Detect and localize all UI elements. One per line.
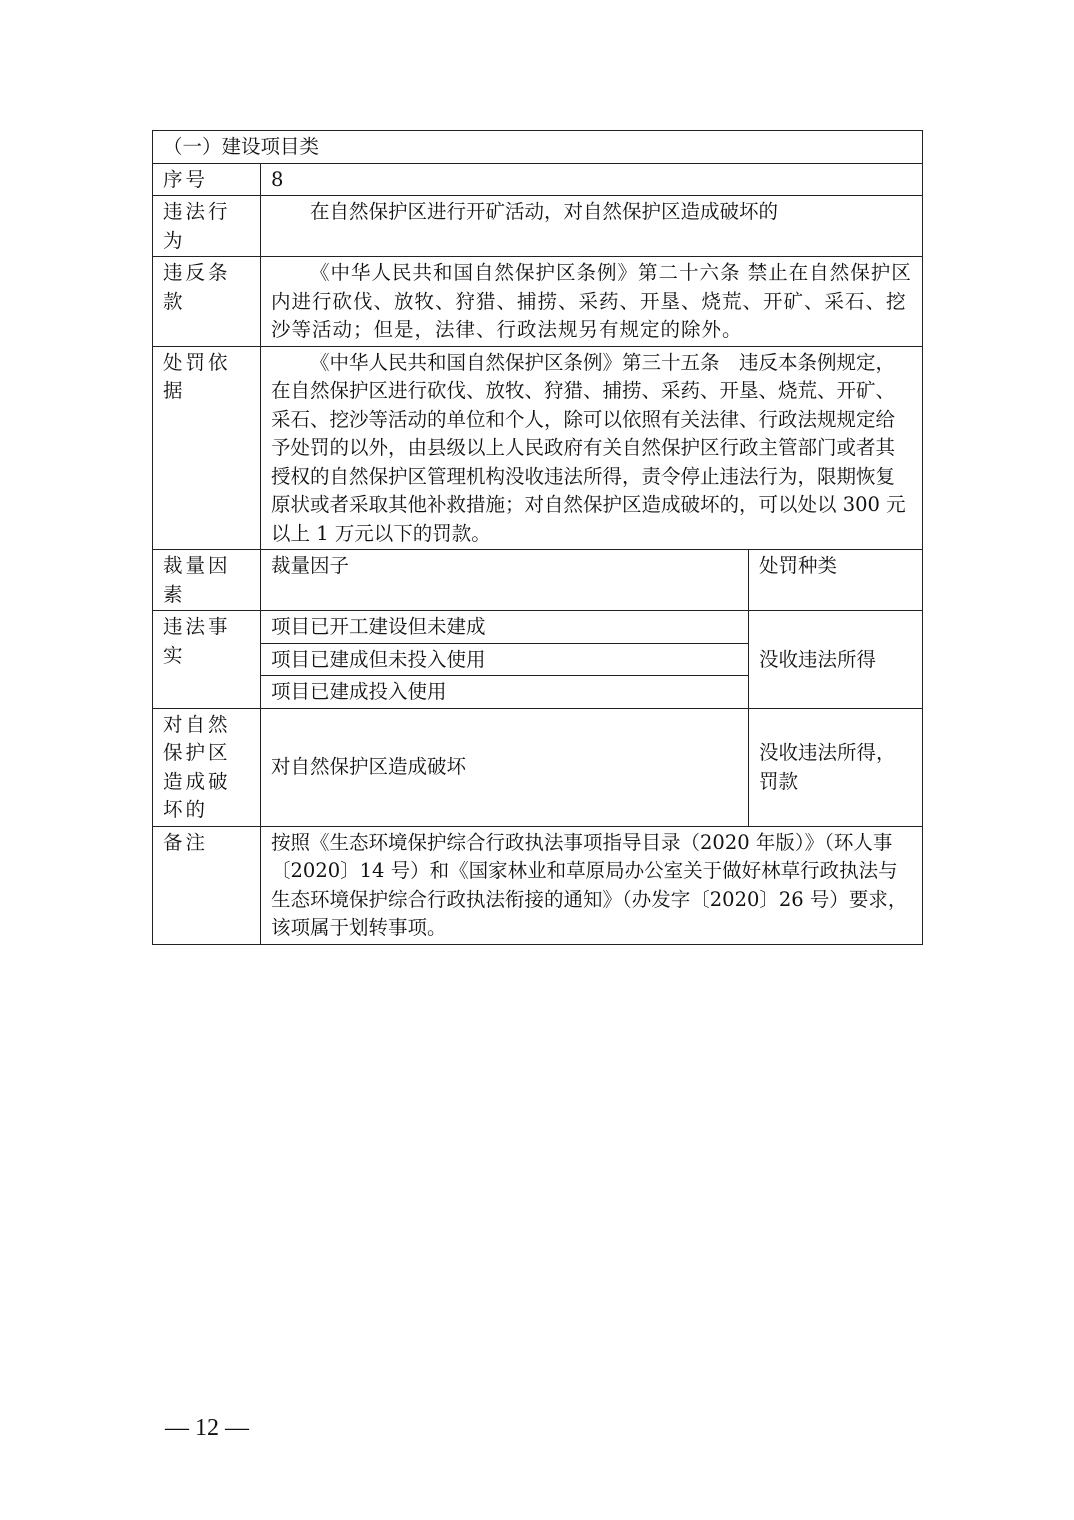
discretion-subfactor: 项目已开工建设但未建成: [261, 611, 749, 644]
section-title-row: [153, 131, 923, 164]
discretion-header-row: [153, 550, 923, 611]
violated-clause-row: [153, 257, 923, 347]
penalty-type-header: 处罚种类: [749, 550, 923, 611]
discretion-factor: 违法事实: [153, 611, 261, 709]
enforcement-item-table: [152, 130, 923, 945]
serial-label: 序号: [153, 163, 261, 196]
penalty-type: 没收违法所得，罚款: [749, 708, 923, 826]
penalty-basis-value: 《中华人民共和国自然保护区条例》第三十五条 违反本条例规定，在自然保护区进行砍伐、放牧、狩猎、捕捞、采药、开垦、烧荒、开矿、采石、挖沙等活动的单位和个人，除可以依照有关法律、行政法规规定给予处罚的以外，由县级以上人民政府有关自然保护区行政主管部门或者其授权的自然保护区管理机构没收违法所得，责令停止违法行为，限期恢复原状或者采取其他补救措施；对自然保护区造成破坏的，可以处以 300 元以上 1 万元以下的罚款。: [261, 346, 923, 550]
remarks-row: [153, 826, 923, 944]
discretion-factor: 对自然保护区造成破坏的: [153, 708, 261, 826]
discretion-subfactor: 项目已建成投入使用: [261, 676, 749, 709]
discretion-row: [153, 611, 923, 644]
remarks-value: 按照《生态环境保护综合行政执法事项指导目录（2020 年版）》（环人事〔2020〕14 号）和《国家林业和草原局办公室关于做好林草行政执法与生态环境保护综合行政执法衔接的通知》（办发字〔2020〕26 号）要求，该项属于划转事项。: [261, 826, 923, 944]
penalty-type: 没收违法所得: [749, 611, 923, 709]
discretion-subfactor: 对自然保护区造成破坏: [261, 708, 749, 826]
penalty-basis-label: 处罚依据: [153, 346, 261, 550]
discretion-factor-header: 裁量因素: [153, 550, 261, 611]
violation-label: 违法行为: [153, 196, 261, 257]
remarks-label: 备注: [153, 826, 261, 944]
discretion-row: [153, 708, 923, 826]
serial-row: [153, 163, 923, 196]
discretion-subfactor-header: 裁量因子: [261, 550, 749, 611]
discretion-subfactor: 项目已建成但未投入使用: [261, 643, 749, 676]
violation-row: [153, 196, 923, 257]
violation-value: 在自然保护区进行开矿活动，对自然保护区造成破坏的: [261, 196, 923, 257]
serial-value: 8: [261, 163, 923, 196]
violated-clause-label: 违反条款: [153, 257, 261, 347]
section-title: （一）建设项目类: [153, 131, 923, 164]
violated-clause-value: 《中华人民共和国自然保护区条例》第二十六条 禁止在自然保护区内进行砍伐、放牧、狩猎、捕捞、采药、开垦、烧荒、开矿、采石、挖沙等活动；但是，法律、行政法规另有规定的除外。: [261, 257, 923, 347]
page-number: — 12 —: [165, 1415, 249, 1441]
penalty-basis-row: [153, 346, 923, 550]
